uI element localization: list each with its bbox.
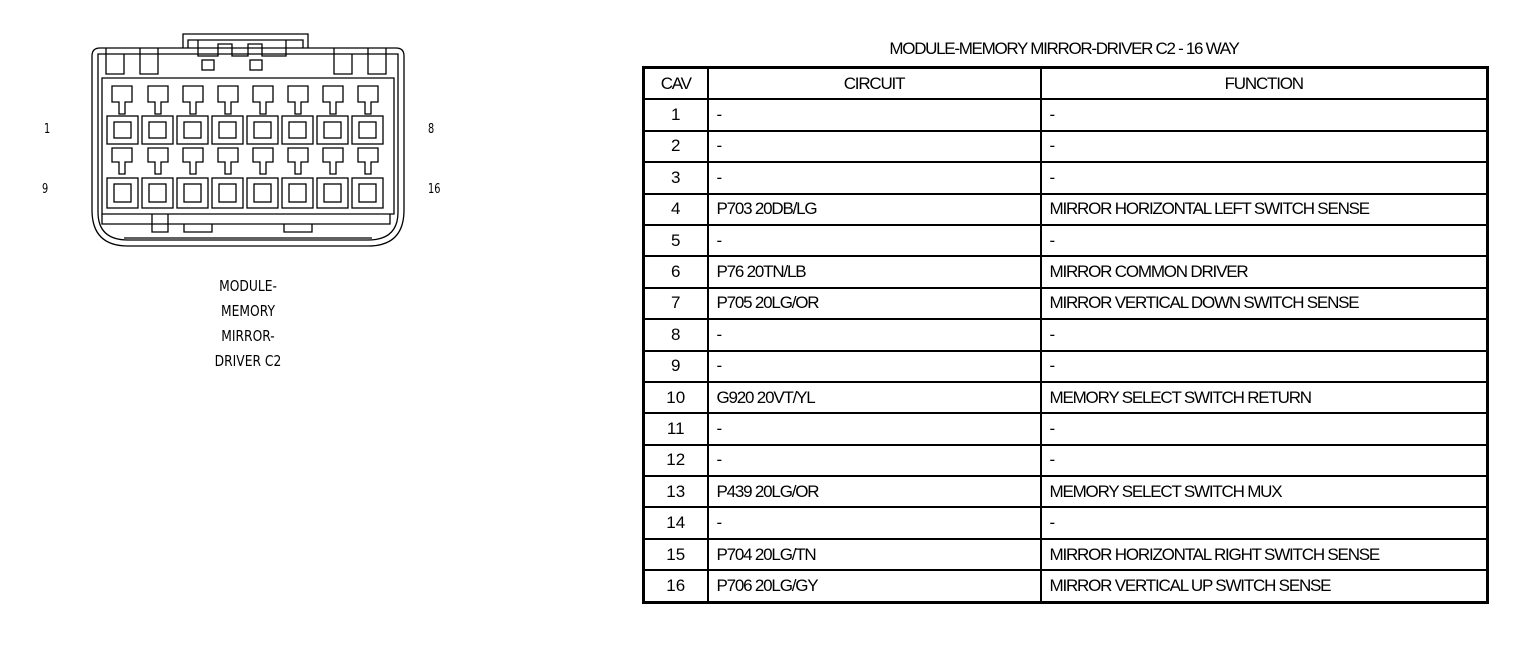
cav-cell: 5 — [644, 225, 708, 256]
connector-caption — [178, 274, 318, 374]
circuit-cell: - — [708, 162, 1041, 193]
cav-cell: 3 — [644, 162, 708, 193]
row2-cavities — [107, 178, 383, 208]
table-row — [644, 351, 1488, 382]
function-cell: - — [1041, 319, 1488, 350]
caption-line: DRIVER C2 — [214, 352, 282, 370]
cav-cell: 2 — [644, 131, 708, 162]
cav-cell: 13 — [644, 476, 708, 507]
function-cell: MIRROR VERTICAL DOWN SWITCH SENSE — [1041, 288, 1488, 319]
function-cell: MIRROR COMMON DRIVER — [1041, 256, 1488, 287]
cav-cell: 16 — [644, 570, 708, 602]
circuit-cell: P704 20LG/TN — [708, 539, 1041, 570]
circuit-cell: - — [708, 225, 1041, 256]
circuit-cell: - — [708, 131, 1041, 162]
header-function: FUNCTION — [1041, 68, 1488, 100]
table-row — [644, 445, 1488, 476]
pin-label-1: 1 — [44, 122, 51, 137]
header-cav: CAV — [644, 68, 708, 100]
table-row — [644, 507, 1488, 538]
table-row — [644, 319, 1488, 350]
cav-cell: 1 — [644, 99, 708, 130]
function-cell: - — [1041, 162, 1488, 193]
circuit-cell: - — [708, 445, 1041, 476]
table-header-row — [644, 68, 1488, 100]
circuit-cell: - — [708, 507, 1041, 538]
caption-line: MEMORY — [221, 302, 275, 320]
cav-cell: 10 — [644, 382, 708, 413]
caption-line: MODULE- — [219, 277, 277, 295]
latch — [183, 34, 308, 48]
table-row — [644, 570, 1488, 602]
table-row — [644, 99, 1488, 130]
cav-cell: 9 — [644, 351, 708, 382]
function-cell: MIRROR HORIZONTAL RIGHT SWITCH SENSE — [1041, 539, 1488, 570]
function-cell: MEMORY SELECT SWITCH MUX — [1041, 476, 1488, 507]
cav-cell: 15 — [644, 539, 708, 570]
table-row — [644, 162, 1488, 193]
table-row — [644, 476, 1488, 507]
table-row — [644, 194, 1488, 225]
table-body — [644, 99, 1488, 602]
table-row — [644, 413, 1488, 444]
table-row — [644, 131, 1488, 162]
circuit-cell: - — [708, 413, 1041, 444]
cav-cell: 8 — [644, 319, 708, 350]
function-cell: - — [1041, 131, 1488, 162]
circuit-cell: - — [708, 99, 1041, 130]
function-cell: - — [1041, 99, 1488, 130]
header-circuit: CIRCUIT — [708, 68, 1041, 100]
cav-cell: 12 — [644, 445, 708, 476]
table-row — [644, 288, 1488, 319]
function-cell: - — [1041, 445, 1488, 476]
function-cell: - — [1041, 413, 1488, 444]
function-cell: MIRROR VERTICAL UP SWITCH SENSE — [1041, 570, 1488, 602]
table-row — [644, 539, 1488, 570]
pinout-table — [642, 66, 1489, 604]
function-cell: - — [1041, 225, 1488, 256]
circuit-cell: P76 20TN/LB — [708, 256, 1041, 287]
cav-cell: 6 — [644, 256, 708, 287]
circuit-cell: - — [708, 319, 1041, 350]
circuit-cell: G920 20VT/YL — [708, 382, 1041, 413]
row1-cavities — [107, 116, 383, 144]
circuit-cell: P706 20LG/GY — [708, 570, 1041, 602]
table-row — [644, 225, 1488, 256]
cav-cell: 14 — [644, 507, 708, 538]
pin-label-16: 16 — [428, 182, 441, 197]
function-cell: MIRROR HORIZONTAL LEFT SWITCH SENSE — [1041, 194, 1488, 225]
cav-cell: 4 — [644, 194, 708, 225]
circuit-cell: - — [708, 351, 1041, 382]
table-row — [644, 256, 1488, 287]
function-cell: - — [1041, 507, 1488, 538]
circuit-cell: P703 20DB/LG — [708, 194, 1041, 225]
function-cell: - — [1041, 351, 1488, 382]
pin-label-9: 9 — [42, 182, 49, 197]
table-title: MODULE-MEMORY MIRROR-DRIVER C2 - 16 WAY — [889, 39, 1239, 58]
circuit-cell: P705 20LG/OR — [708, 288, 1041, 319]
caption-line: MIRROR- — [221, 327, 275, 345]
function-cell: MEMORY SELECT SWITCH RETURN — [1041, 382, 1488, 413]
connector-diagram — [0, 0, 520, 260]
cav-cell: 11 — [644, 413, 708, 444]
cav-cell: 7 — [644, 288, 708, 319]
pin-label-8: 8 — [428, 122, 435, 137]
table-row — [644, 382, 1488, 413]
circuit-cell: P439 20LG/OR — [708, 476, 1041, 507]
row1-terminals — [112, 86, 378, 114]
row2-terminals — [112, 148, 378, 174]
